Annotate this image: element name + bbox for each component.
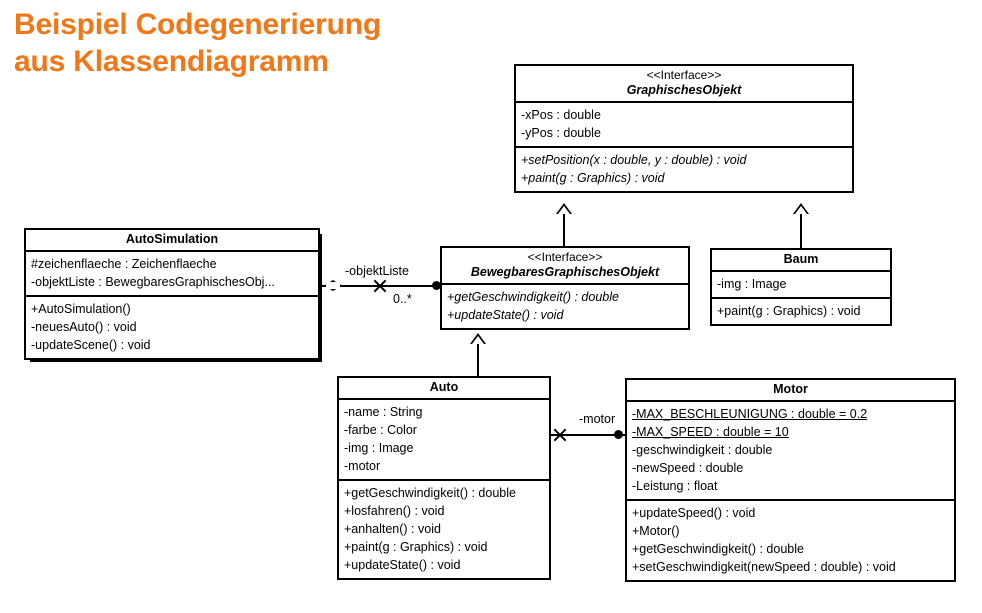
attributes-compartment (26, 250, 318, 295)
class-header-bewegbares-graphisches-objekt (442, 248, 688, 283)
attribute-row: -xPos : double (521, 108, 601, 122)
class-name-label: BewegbaresGraphischesObjekt (470, 265, 660, 279)
attribute-row: -objektListe : BewegbaresGraphischesObj... (31, 275, 275, 289)
class-baum[interactable] (710, 248, 892, 326)
operation-row: +getGeschwindigkeit() : double (344, 486, 516, 500)
attributes-compartment (712, 270, 890, 297)
operation-row: +paint(g : Graphics) : void (717, 304, 861, 318)
stereotype-label: <<Interface>> (646, 68, 722, 82)
title-line-1: Beispiel Codegenerierung (14, 8, 381, 41)
operation-row: +updateState() : void (344, 558, 461, 572)
class-bewegbares-graphisches-objekt[interactable] (440, 246, 690, 330)
class-header-graphisches-objekt (516, 66, 852, 101)
operation-row: +anhalten() : void (344, 522, 441, 536)
class-name-label: AutoSimulation (125, 232, 219, 246)
operation-row: +getGeschwindigkeit() : double (632, 542, 804, 556)
attribute-row: -MAX_SPEED : double = 10 (632, 425, 789, 439)
attribute-row: -motor (344, 459, 381, 473)
operation-row: +AutoSimulation() (31, 302, 131, 316)
operations-compartment (442, 283, 688, 328)
edge-label-motor: -motor (579, 412, 616, 426)
class-header-baum (712, 250, 890, 270)
operation-row: +updateState() : void (447, 308, 564, 322)
generalization-bgo-to-go-vertical (563, 213, 565, 247)
navigability-cross-autosimulation (372, 279, 386, 293)
association-end-dot-bgo (432, 281, 441, 290)
attribute-row: -img : Image (344, 441, 414, 455)
class-name-label: Auto (429, 380, 459, 394)
class-auto-simulation[interactable] (24, 228, 320, 360)
operations-compartment (627, 499, 954, 580)
operations-compartment (712, 297, 890, 324)
operation-row: +getGeschwindigkeit() : double (447, 290, 619, 304)
class-name-label: Motor (773, 382, 808, 396)
edge-label-multiplicity: 0..* (393, 292, 412, 306)
class-header-auto (339, 378, 549, 398)
attribute-row: -MAX_BESCHLEUNIGUNG : double = 0.2 (632, 407, 868, 421)
operation-row: +Motor() (632, 524, 680, 538)
attribute-row: -Leistung : float (632, 479, 718, 493)
attribute-row: -img : Image (717, 277, 787, 291)
class-name-label: Baum (783, 252, 819, 266)
attribute-row: -geschwindigkeit : double (632, 443, 773, 457)
operation-row: -neuesAuto() : void (31, 320, 137, 334)
operations-compartment (26, 295, 318, 358)
generalization-auto-to-bgo-vertical (477, 343, 479, 377)
attribute-row: -yPos : double (521, 126, 601, 140)
association-end-dot-motor (614, 430, 623, 439)
class-header-motor (627, 380, 954, 400)
attribute-row: -farbe : Color (344, 423, 417, 437)
page-title (14, 6, 381, 80)
operation-row: +losfahren() : void (344, 504, 445, 518)
attribute-row: #zeichenflaeche : Zeichenflaeche (31, 257, 217, 271)
generalization-baum-to-go-vertical (800, 213, 802, 249)
generalization-arrow-baum (793, 203, 809, 214)
class-name-label: GraphischesObjekt (626, 83, 742, 97)
operation-row: +paint(g : Graphics) : void (521, 171, 665, 185)
operation-row: +updateSpeed() : void (632, 506, 756, 520)
title-line-2: aus Klassendiagramm (14, 45, 329, 78)
generalization-arrow-auto (470, 333, 486, 344)
operation-row: -updateScene() : void (31, 338, 151, 352)
class-auto[interactable] (337, 376, 551, 580)
operations-compartment (339, 479, 549, 578)
operation-row: +paint(g : Graphics) : void (344, 540, 488, 554)
aggregation-diamond (324, 280, 342, 291)
attribute-row: -newSpeed : double (632, 461, 744, 475)
attributes-compartment (339, 398, 549, 479)
operation-row: +setPosition(x : double, y : double) : void (521, 153, 747, 167)
edge-label-objekt-liste: -objektListe (345, 264, 409, 278)
operation-row: +setGeschwindigkeit(newSpeed : double) : void (632, 560, 896, 574)
stereotype-label: <<Interface>> (527, 250, 603, 264)
navigability-cross-auto (552, 428, 566, 442)
generalization-arrow-bgo (556, 203, 572, 214)
attributes-compartment (516, 101, 852, 146)
class-motor[interactable] (625, 378, 956, 582)
class-header-auto-simulation (26, 230, 318, 250)
attribute-row: -name : String (344, 405, 423, 419)
class-graphisches-objekt[interactable] (514, 64, 854, 193)
attributes-compartment (627, 400, 954, 499)
operations-compartment (516, 146, 852, 191)
